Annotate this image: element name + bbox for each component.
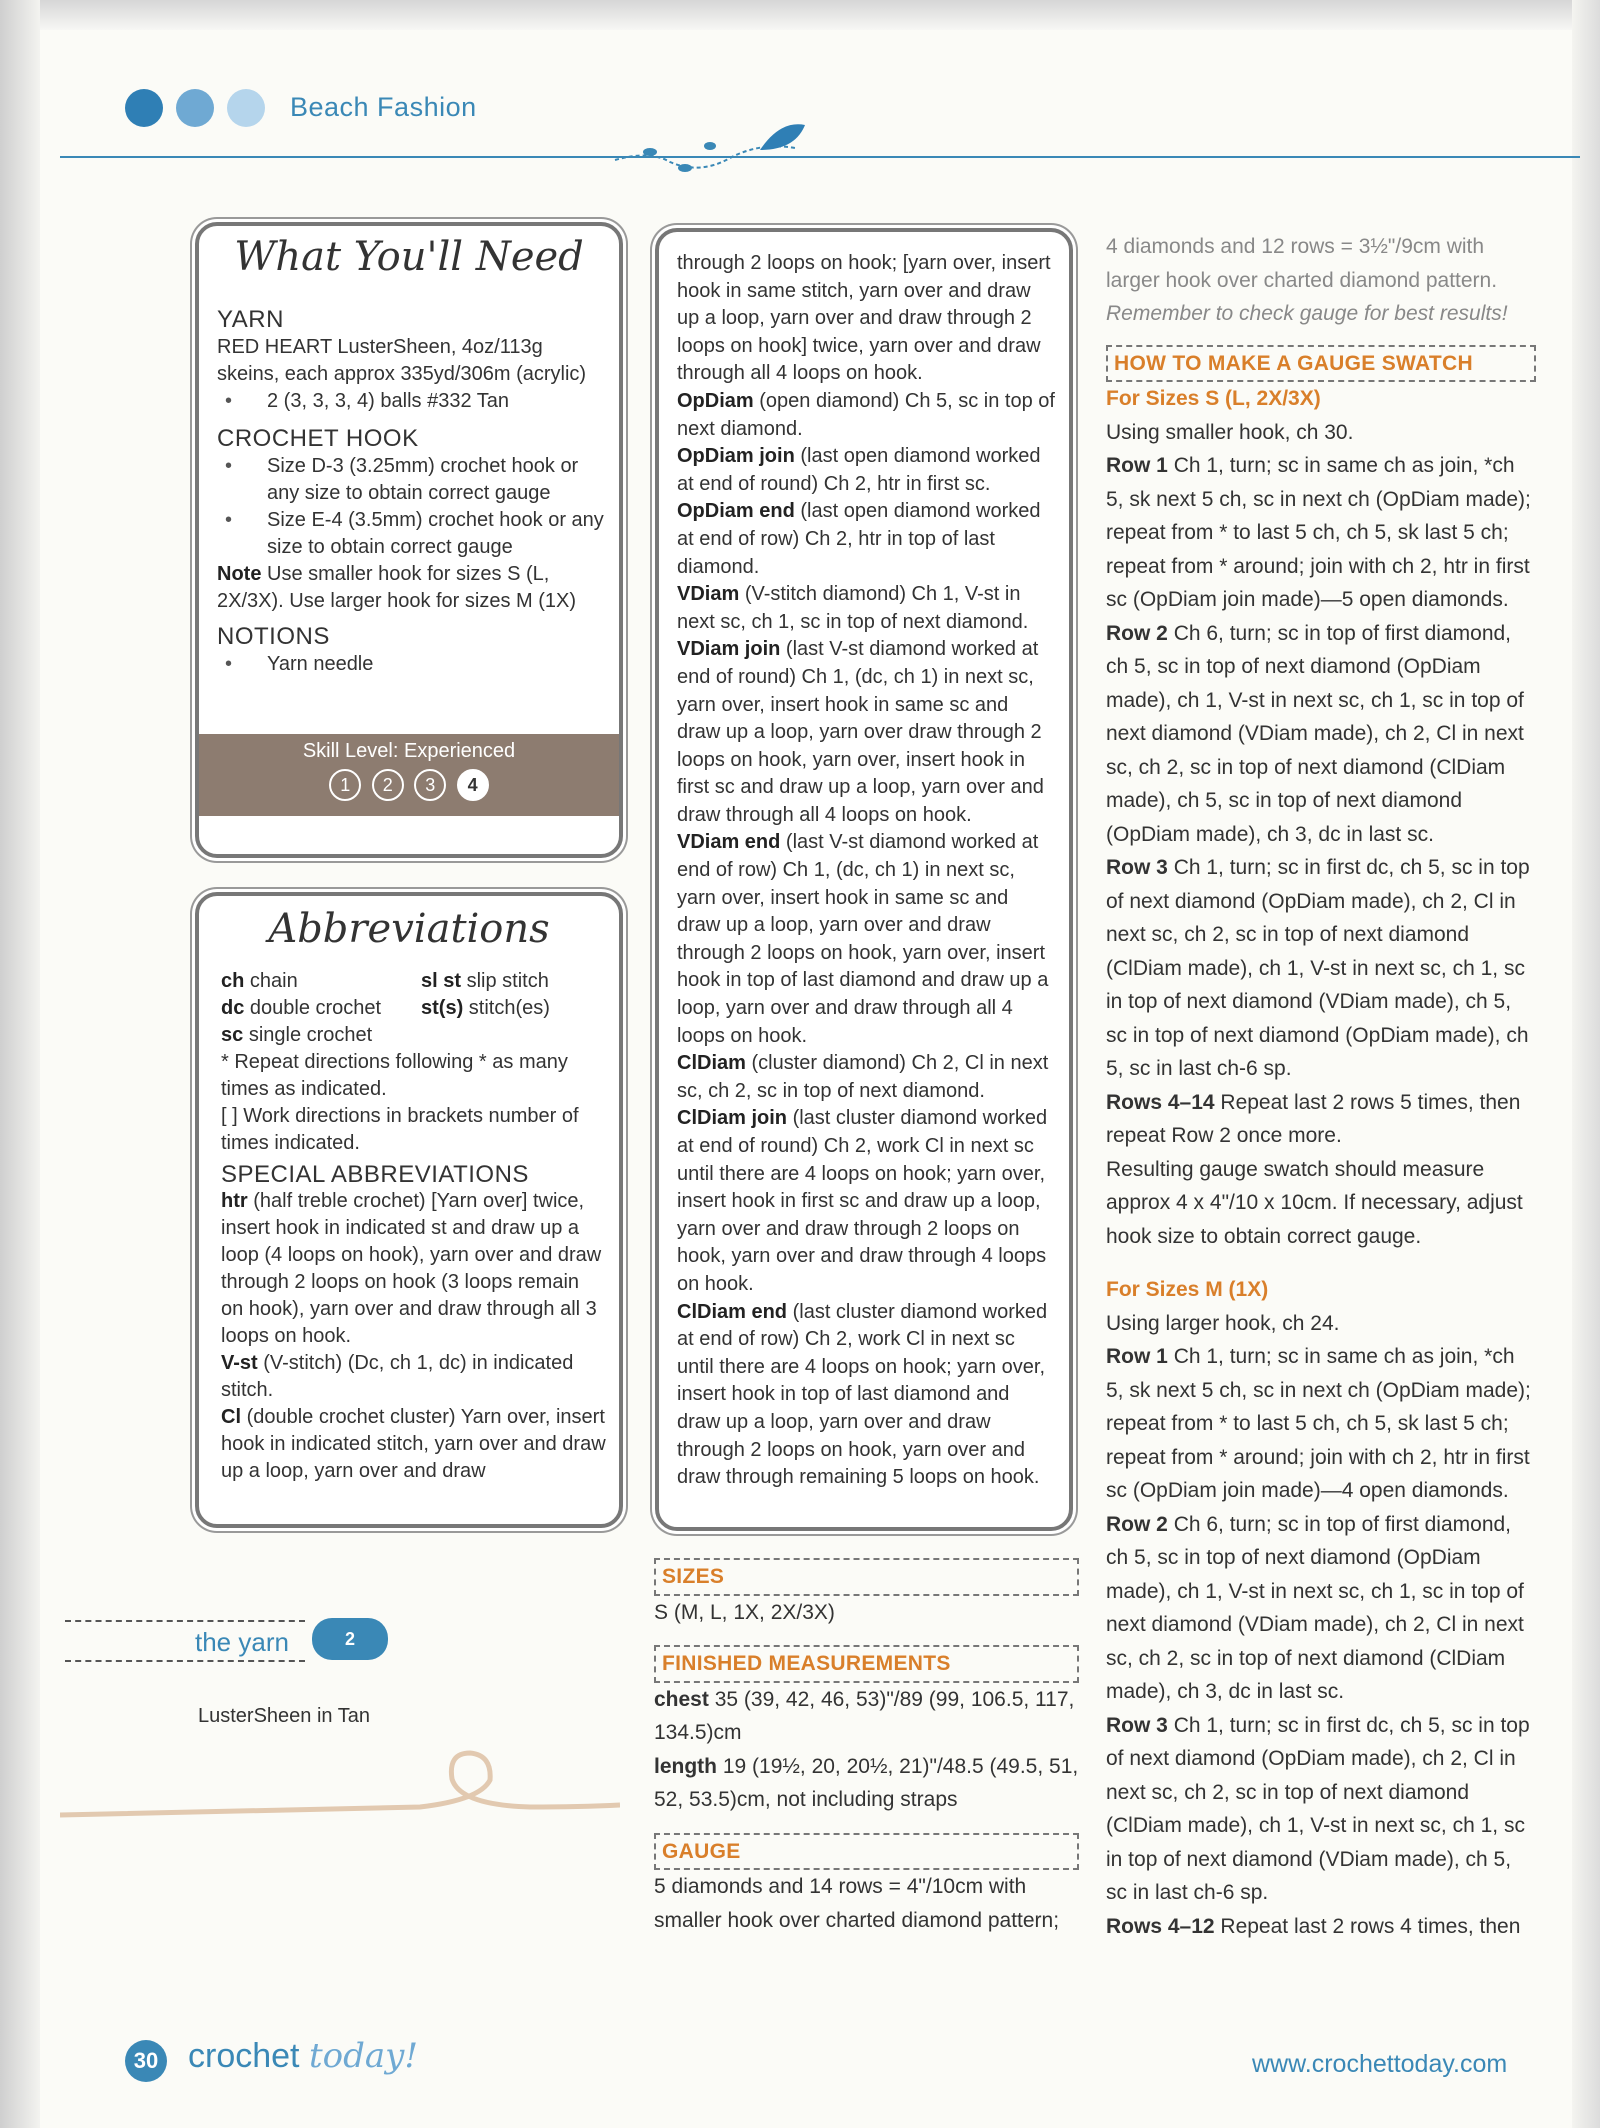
scan-top-edge — [0, 0, 1600, 30]
swatch-m-row1 — [1106, 1340, 1536, 1508]
abbr-vst-term: V-st — [221, 1352, 258, 1374]
abbr-cldiam-text: (cluster diamond) Ch 2, Cl in next sc, ch 2, sc in top of next diamond. — [677, 1052, 1049, 1102]
header-dot-light — [227, 89, 265, 127]
sizes-heading: SIZES — [654, 1558, 1079, 1596]
note-text: Use smaller hook for sizes S (L, 2X/3X). Use larger hook for sizes M (1X) — [217, 563, 577, 612]
swatch-s-row3 — [1106, 851, 1536, 1086]
scan-left-edge — [0, 0, 40, 2128]
yarn-bullet: • 2 (3, 3, 3, 4) balls #332 Tan — [217, 388, 607, 415]
swatch-s-heading: For Sizes S (L, 2X/3X) — [1106, 387, 1321, 410]
swatch-m-row1-text: Ch 1, turn; sc in same ch as join, *ch 5, sk next 5 ch, sc in next ch (OpDiam made); repeat from * to last 5 ch, ch 5, sk last 5 ch; repeat from * around; join with ch 2, htr in first sc (OpDiam join made)—4 open diamonds. — [1106, 1345, 1531, 1502]
abbr-vdiamjoin-text: (last V-st diamond worked at end of round) Ch 1, (dc, ch 1) in next sc, yarn over, insert hook in same sc and draw up a loop, yarn over draw through 2 loops on hook, yarn over, insert hook in first sc and draw up a loop, yarn over and draw through all 4 loops on hook. — [677, 638, 1044, 826]
footer-logo — [188, 2036, 418, 2076]
abbr-cldiamjoin-text: (last cluster diamond worked at end of round) Ch 2, work Cl in next sc until there are 4 loops on hook; yarn over, insert hook in first sc and draw up a loop, yarn over and draw through 2 loops on hook, yarn over and draw through 4 loops on hook. — [677, 1107, 1048, 1295]
swatch-s-row2-label: Row 2 — [1106, 621, 1168, 645]
leaf-vine-ornament — [610, 120, 810, 180]
hook-bullet-2: • Size E-4 (3.5mm) crochet hook or any size to obtain correct gauge — [217, 507, 607, 561]
abbr-cl — [221, 1404, 606, 1485]
hook-heading: CROCHET HOOK — [217, 425, 419, 452]
swatch-s-row1-text: Ch 1, turn; sc in same ch as join, *ch 5, sk next 5 ch, sc in next ch (OpDiam made); repeat from * to last 5 ch, ch 5, sk last 5 ch; repeat from * around; join with ch 2, htr in first sc (OpDiam join made)—5 open diamonds. — [1106, 454, 1531, 611]
gauge-text-1: 5 diamonds and 14 rows = 4"/10cm with smaller hook over charted diamond pattern; — [654, 1875, 1060, 1932]
abbr-sc-def: single crochet — [248, 1024, 373, 1046]
special-abbr-heading: SPECIAL ABBREVIATIONS — [221, 1161, 529, 1188]
abbr-dc: dc — [221, 997, 245, 1019]
gauge-heading: GAUGE — [654, 1833, 1079, 1871]
the-yarn-label: the yarn — [195, 1627, 289, 1657]
abbr-ch-def: chain — [249, 970, 298, 992]
abbr-opdiamend — [677, 498, 1057, 581]
swatch-m-row2 — [1106, 1508, 1536, 1709]
header-rule — [60, 156, 1580, 158]
skill-level-2-icon: 2 — [372, 769, 404, 801]
abbr-cldiamjoin — [677, 1105, 1057, 1298]
the-yarn-text: LusterSheen in Tan — [198, 1705, 370, 1727]
abbr-sts-def: stitch(es) — [468, 997, 550, 1019]
swatch-s-row3-text: Ch 1, turn; sc in first dc, ch 5, sc in top of next diamond (OpDiam made), ch 2, Cl in next sc, ch 2, sc in top of next diamond (ClDiam made), ch 1, V-st in next sc, ch 1, sc in top of next diamond (VDiam made), ch 5, sc in top of next diamond (OpDiam made), ch 5, sc in last ch-6 sp. — [1106, 856, 1530, 1080]
abbr-vdiam-text: (V-stitch diamond) Ch 1, V-st in next sc, ch 1, sc in top of next diamond. — [677, 583, 1029, 633]
abbr-htr-term: htr — [221, 1190, 248, 1212]
abbr-cldiamend — [677, 1299, 1057, 1492]
note — [217, 561, 607, 615]
chest-line — [654, 1683, 1079, 1750]
swatch-s-row1 — [1106, 449, 1536, 617]
skill-value: Experienced — [403, 740, 516, 762]
swatch-s-row3-label: Row 3 — [1106, 856, 1168, 879]
swatch-m-rows4-text: Repeat last 2 rows 4 times, then — [1220, 1914, 1521, 1938]
abbr-htr-text: (half treble crochet) [Yarn over] twice, insert hook in indicated st and draw up a loop (4 loops on hook), yarn over and draw through 2 loops on hook (3 loops remain on hook), yarn over and draw through all 3 loops on hook. — [221, 1190, 602, 1347]
abbr-sc: sc — [221, 1024, 244, 1046]
abbr-dc-def: double crochet — [249, 997, 382, 1019]
yarn-weight-number: 2 — [344, 1629, 355, 1649]
abbr-vdiamjoin-term: VDiam join — [677, 638, 781, 661]
swatch-m-rows4-label: Rows 4–12 — [1106, 1914, 1215, 1938]
skill-level-text — [199, 734, 619, 763]
footer-logo-crochet: crochet — [188, 2037, 300, 2075]
notions-heading: NOTIONS — [217, 623, 330, 650]
abbr-opdiamend-term: OpDiam end — [677, 500, 795, 523]
chest-text: 35 (39, 42, 46, 53)"/89 (99, 106.5, 117, 134.5)cm — [654, 1687, 1075, 1744]
abbr-vst-text: (V-stitch) (Dc, ch 1, dc) in indicated stitch. — [221, 1352, 574, 1401]
skill-level-1-icon: 1 — [329, 769, 361, 801]
length-line — [654, 1750, 1079, 1817]
yarn-text: RED HEART LusterSheen, 4oz/113g skeins, each approx 335yd/306m (acrylic) — [217, 336, 587, 385]
footer-url[interactable]: www.crochettoday.com — [1252, 2050, 1508, 2078]
abbr-row-1 — [221, 968, 606, 995]
abbr-opdiamend-text: (last open diamond worked at end of row) Ch 2, htr in top of last diamond. — [677, 500, 1041, 578]
yarn-strand-icon — [60, 1745, 620, 1825]
abbr-cont-intro: through 2 loops on hook; [yarn over, insert hook in same stitch, yarn over and draw up a loop, yarn over and draw through 2 loops on hook] twice, yarn over and draw through all 4 loops on hook. — [677, 252, 1051, 385]
skill-level-4-icon: 4 — [457, 769, 489, 801]
swatch-s-row2 — [1106, 617, 1536, 852]
abbr-opdiamjoin-term: OpDiam join — [677, 445, 795, 468]
swatch-m-row2-label: Row 2 — [1106, 1512, 1168, 1536]
abbr-opdiamjoin-text: (last open diamond worked at end of round) Ch 2, htr in first sc. — [677, 445, 1041, 495]
swatch-m-intro: Using larger hook, ch 24. — [1106, 1311, 1340, 1335]
abbr-cldiamjoin-term: ClDiam join — [677, 1107, 788, 1130]
abbreviations-box — [195, 892, 623, 1528]
swatch-s-row2-text: Ch 6, turn; sc in top of first diamond, ch 5, sc in top of next diamond (OpDiam made), ch 1, V-st in next sc, ch 1, sc in top of next diamond (VDiam made), ch 2, Cl in next sc, ch 2, sc in top of next diamond (ClDiam made), ch 5, sc in top of next diamond (OpDiam made), ch 3, dc in last sc. — [1106, 621, 1524, 846]
swatch-m-rows4 — [1106, 1910, 1536, 1944]
swatch-s-intro: Using smaller hook, ch 30. — [1106, 420, 1354, 444]
gauge-text-2: 4 diamonds and 12 rows = 3½"/9cm with larger hook over charted diamond pattern. — [1106, 235, 1498, 292]
abbr-htr — [221, 1188, 606, 1350]
yarn-heading: YARN — [217, 306, 284, 333]
abbr-sts: st(s) — [421, 997, 464, 1019]
note-label: Note — [217, 563, 262, 585]
swatch-m-row3 — [1106, 1709, 1536, 1910]
abbr-vdiam — [677, 581, 1057, 636]
abbreviations-continued-box — [655, 228, 1073, 1531]
skill-level-3-icon: 3 — [414, 769, 446, 801]
section-title: Beach Fashion — [290, 92, 477, 122]
length-label: length — [654, 1754, 717, 1778]
abbr-opdiamjoin — [677, 443, 1057, 498]
swatch-s-row1-label: Row 1 — [1106, 454, 1168, 477]
swatch-heading: HOW TO MAKE A GAUGE SWATCH — [1106, 345, 1536, 383]
swatch-s-result: Resulting gauge swatch should measure approx 4 x 4"/10 x 10cm. If necessary, adjust hook size to obtain correct gauge. — [1106, 1157, 1523, 1248]
repeat-note: * Repeat directions following * as many times as indicated. — [221, 1051, 568, 1100]
abbr-vdiam-term: VDiam — [677, 583, 740, 606]
abbr-opdiam — [677, 388, 1057, 443]
swatch-m-row3-label: Row 3 — [1106, 1713, 1168, 1737]
skill-label: Skill Level: — [302, 740, 399, 762]
gauge-reminder: Remember to check gauge for best results! — [1106, 302, 1508, 325]
chest-label: chest — [654, 1687, 709, 1711]
page-number: 30 — [125, 2040, 167, 2082]
skill-level-circles — [199, 769, 619, 801]
abbr-cl-term: Cl — [221, 1406, 241, 1428]
length-text: 19 (19½, 20, 20½, 21)"/48.5 (49.5, 51, 52, 53.5)cm, not including straps — [654, 1754, 1079, 1811]
header-dot-dark — [125, 89, 163, 127]
header-dot-mid — [176, 89, 214, 127]
scan-right-edge — [1572, 0, 1600, 2128]
notions-bullet: • Yarn needle — [217, 651, 607, 678]
yarn-weight-icon — [312, 1618, 388, 1660]
abbr-vdiamend — [677, 829, 1057, 1050]
abbr-row-2 — [221, 995, 606, 1022]
what-you-need-box — [195, 222, 623, 858]
swatch-m-row2-text: Ch 6, turn; sc in top of first diamond, ch 5, sc in top of next diamond (OpDiam made), ch 1, V-st in next sc, ch 1, sc in top of next diamond (VDiam made), ch 2, Cl in next sc, ch 2, sc in top of next diamond (ClDiam made), ch 3, dc in last sc. — [1106, 1512, 1524, 1703]
footer-logo-today: today! — [308, 2036, 418, 2076]
finished-heading: FINISHED MEASUREMENTS — [654, 1645, 1079, 1683]
hook-bullet-1: • Size D-3 (3.25mm) crochet hook or any size to obtain correct gauge — [217, 453, 607, 507]
abbr-cl-text: (double crochet cluster) Yarn over, insert hook in indicated stitch, yarn over and draw up a loop, yarn over and draw — [221, 1406, 606, 1482]
abbr-opdiam-text: (open diamond) Ch 5, sc in top of next diamond. — [677, 389, 1055, 440]
swatch-s-rows4-text: Repeat last 2 rows 5 times, then repeat Row 2 once more. — [1106, 1090, 1521, 1147]
abbr-vdiamend-term: VDiam end — [677, 831, 781, 854]
abbr-row-3 — [221, 1022, 606, 1049]
swatch-s-rows4 — [1106, 1086, 1536, 1153]
skill-level-bar — [199, 734, 619, 816]
abbr-cldiamend-text: (last cluster diamond worked at end of row) Ch 2, work Cl in next sc until there are 4 loops on hook; yarn over, insert hook in top of last diamond and draw up a loop, yarn over and draw through 2 loops on hook, yarn over and draw through remaining 5 loops on hook. — [677, 1300, 1048, 1489]
abbreviations-title: Abbreviations — [268, 906, 550, 952]
sizes-text: S (M, L, 1X, 2X/3X) — [654, 1600, 835, 1624]
abbr-slst: sl st — [421, 970, 462, 992]
swatch-m-row3-text: Ch 1, turn; sc in first dc, ch 5, sc in top of next diamond (OpDiam made), ch 2, Cl in next sc, ch 2, sc in top of next diamond (ClDiam made), ch 1, V-st in next sc, ch 1, sc in top of next diamond (VDiam made), ch 5, sc in last ch-6 sp. — [1106, 1713, 1530, 1904]
abbr-slst-def: slip stitch — [466, 970, 549, 992]
abbr-vdiamjoin — [677, 636, 1057, 829]
swatch-m-heading: For Sizes M (1X) — [1106, 1278, 1269, 1301]
swatch-s-rows4-label: Rows 4–14 — [1106, 1090, 1215, 1114]
abbr-cldiam — [677, 1050, 1057, 1105]
abbr-cldiam-term: ClDiam — [677, 1052, 746, 1075]
abbr-vdiamend-text: (last V-st diamond worked at end of row) Ch 1, (dc, ch 1) in next sc, yarn over, insert hook in same sc and draw up a loop, yarn over and draw through 2 loops on hook, yarn over, insert hook in top of last diamond and draw up a loop, yarn over and draw through all 4 loops on hook. — [677, 831, 1049, 1047]
the-yarn-label-band — [65, 1620, 305, 1662]
abbr-vst — [221, 1350, 606, 1404]
what-you-need-title: What You'll Need — [234, 234, 584, 280]
abbr-ch: ch — [221, 970, 245, 992]
abbr-opdiam-term: OpDiam — [677, 389, 754, 412]
abbr-cldiamend-term: ClDiam end — [677, 1300, 788, 1323]
swatch-m-row1-label: Row 1 — [1106, 1345, 1168, 1368]
brackets-note: [ ] Work directions in brackets number of times indicated. — [221, 1105, 579, 1154]
